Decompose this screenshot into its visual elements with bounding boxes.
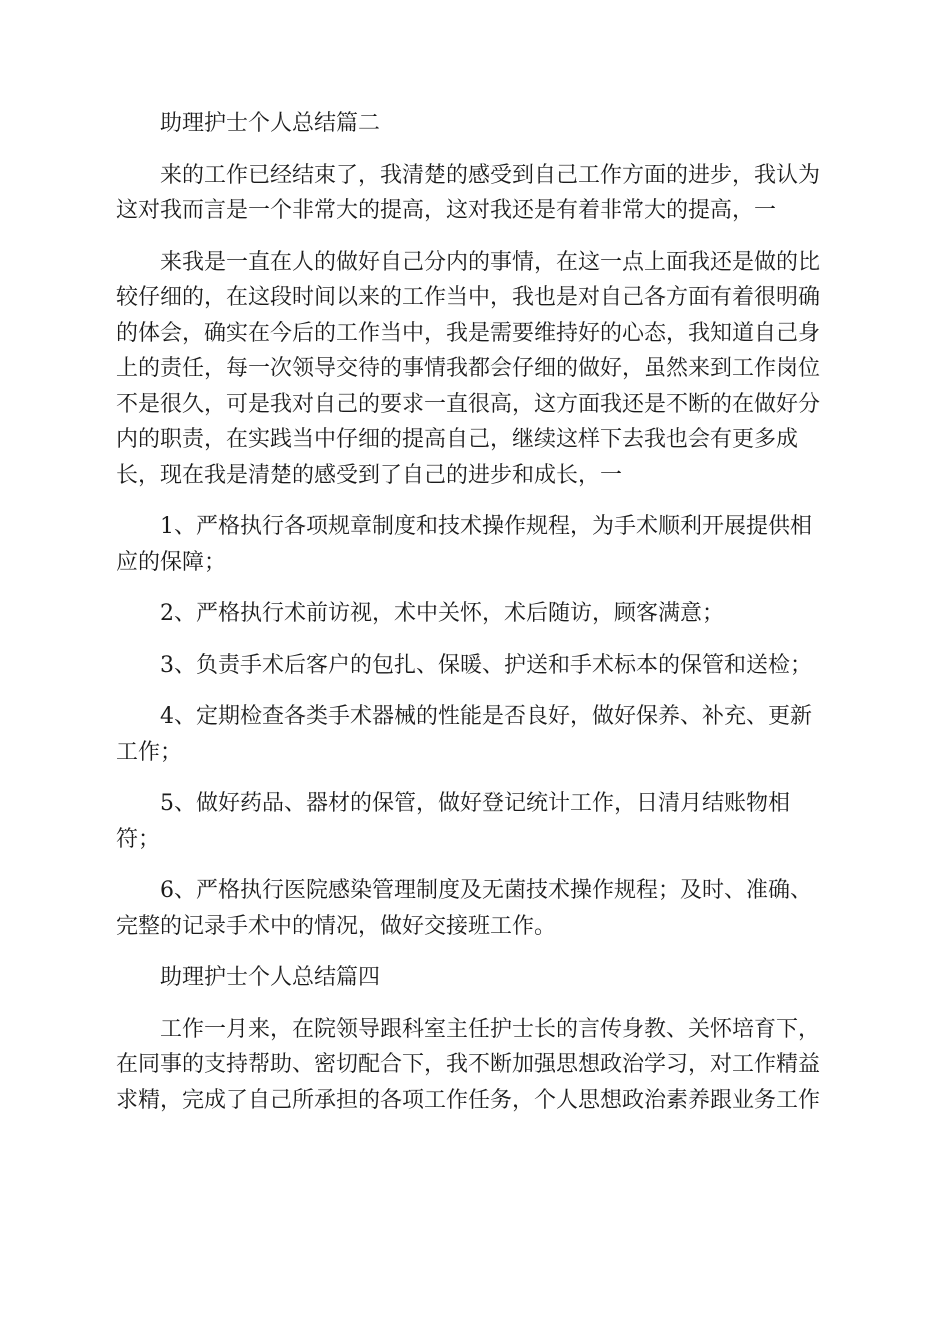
text-line: 来我是一直在人的做好自己分内的事情，在这一点上面我还是做的比 — [160, 249, 821, 275]
text-line: 工作一月来，在院领导跟科室主任护士长的言传身教、关怀培育下， — [160, 1016, 821, 1042]
text-line: 这对我而言是一个非常大的提高，这对我还是有着非常大的提高，一 — [116, 198, 777, 223]
text-line: 较仔细的，在这段时间以来的工作当中，我也是对自己各方面有着很明确 — [116, 285, 821, 310]
paragraph — [116, 509, 834, 580]
text-line: 上的责任，每一次领导交待的事情我都会仔细的做好，虽然来到工作岗位 — [116, 356, 821, 381]
text-line: 求精，完成了自己所承担的各项工作任务，个人思想政治素养跟业务工作 — [116, 1087, 821, 1113]
text-line: 助理护士个人总结篇四 — [160, 965, 381, 990]
text-line: 在同事的支持帮助、密切配合下，我不断加强思想政治学习，对工作精益 — [116, 1052, 821, 1077]
text-line: 不是很久，可是我对自己的要求一直很高，这方面我还是不断的在做好分 — [116, 391, 821, 417]
text-line: 完整的记录手术中的情况，做好交接班工作。 — [116, 913, 557, 939]
text-line: 工作； — [116, 739, 183, 765]
paragraph — [116, 960, 834, 996]
text-line: 内的职责，在实践当中仔细的提高自己，继续这样下去我也会有更多成 — [116, 427, 799, 452]
paragraph — [116, 873, 834, 944]
text-line: 5、做好药品、器材的保管，做好登记统计工作，日清月结账物相 — [160, 791, 790, 816]
paragraph — [116, 596, 834, 632]
text-line: 4、定期检查各类手术器械的性能是否良好，做好保养、补充、更新 — [160, 704, 812, 729]
document-body — [116, 106, 834, 1134]
paragraph — [116, 648, 834, 684]
text-line: 符； — [116, 826, 161, 852]
paragraph — [116, 1012, 834, 1119]
text-line: 的体会，确实在今后的工作当中，我是需要维持好的心态，我知道自己身 — [116, 320, 821, 346]
paragraph — [116, 158, 834, 229]
text-line: 1、严格执行各项规章制度和技术操作规程，为手术顺利开展提供相 — [160, 514, 812, 539]
paragraph — [116, 699, 834, 770]
paragraph — [116, 245, 834, 494]
paragraph — [116, 106, 834, 142]
text-line: 3、负责手术后客户的包扎、保暖、护送和手术标本的保管和送检； — [160, 652, 812, 678]
text-line: 6、严格执行医院感染管理制度及无菌技术操作规程；及时、准确、 — [160, 878, 812, 903]
paragraph — [116, 786, 834, 857]
text-line: 来的工作已经结束了，我清楚的感受到自己工作方面的进步，我认为 — [160, 162, 821, 188]
text-line: 2、严格执行术前访视，术中关怀，术后随访，顾客满意； — [160, 601, 724, 626]
text-line: 长，现在我是清楚的感受到了自己的进步和成长，一 — [116, 462, 623, 488]
text-line: 应的保障； — [116, 549, 227, 575]
text-line: 助理护士个人总结篇二 — [160, 111, 381, 136]
